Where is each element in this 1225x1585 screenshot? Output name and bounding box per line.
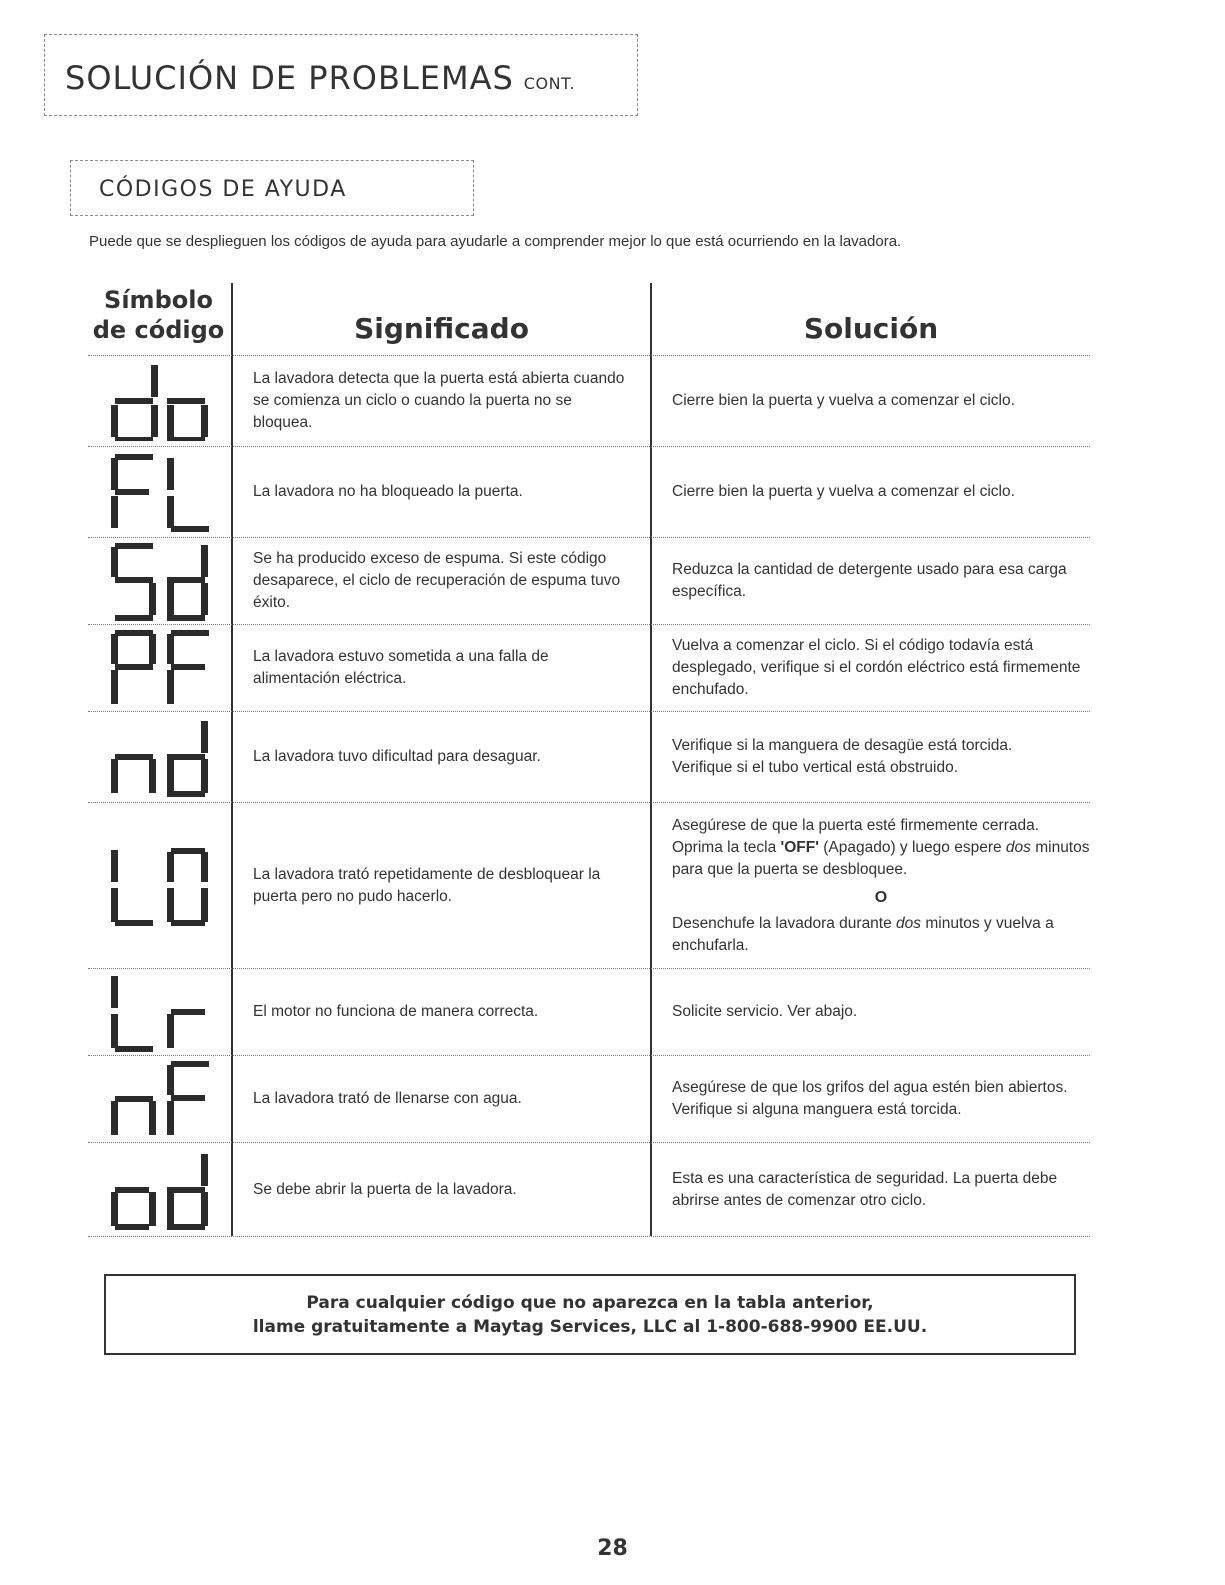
solution-b2: dos <box>896 914 922 932</box>
code-symbol-lo-icon <box>88 803 231 968</box>
meaning-text: El motor no funciona de manera correcta. <box>253 1003 539 1020</box>
page-title <box>65 59 575 97</box>
page-number: 28 <box>597 1536 628 1561</box>
solution-line: Vuelva a comenzar el ciclo. Si el código todavía está desplegado, verifique si el cordón eléctrico está firmemente enchufado. <box>672 637 1081 698</box>
header-meaning: Significado <box>354 312 529 345</box>
meaning-text: La lavadora trató repetidamente de desbloquear la puerta pero no pudo hacerlo. <box>253 865 601 905</box>
solution-a4: minutos para que la puerta se desbloquee. <box>672 838 1090 878</box>
service-note-line-1: Para cualquier código que no aparezca en la tabla anterior, <box>306 1293 874 1313</box>
meaning-text: La lavadora tuvo dificultad para desaguar. <box>253 748 541 765</box>
solution-b1: Desenchufe la lavadora durante <box>672 914 897 932</box>
meaning-text: Se ha producido exceso de espuma. Si este código desaparece, el ciclo de recuperación de espuma tuvo éxito. <box>253 550 621 611</box>
page-title-box <box>44 34 638 116</box>
solution-line: Reduzca la cantidad de detergente usado para esa carga específica. <box>672 561 1067 600</box>
solution-text <box>672 803 1090 968</box>
meaning-text: La lavadora estuvo sometida a una falla de alimentación eléctrica. <box>253 648 549 687</box>
solution-a1: Asegúrese de que la puerta esté firmemente cerrada. Oprima la tecla <box>672 816 1040 856</box>
solution-text <box>672 1056 1090 1142</box>
page-title-text: SOLUCIÓN DE PROBLEMAS <box>65 59 514 97</box>
service-note-box <box>104 1274 1076 1355</box>
table-row <box>88 712 1090 802</box>
code-symbol-nd-icon <box>88 712 231 802</box>
solution-option-b <box>672 913 1090 957</box>
solution-line: Verifique si alguna manguera está torcida. <box>672 1101 962 1118</box>
code-symbol-fl-icon <box>88 447 231 537</box>
solution-text <box>672 447 1090 537</box>
meaning-text: La lavadora detecta que la puerta está abierta cuando se comienza un ciclo o cuando la puerta no se bloquea. <box>253 370 625 431</box>
intro-text: Puede que se desplieguen los códigos de ayuda para ayudarle a comprender mejor lo que está ocurriendo en la lavadora. <box>89 233 902 250</box>
off-key-label: 'OFF' <box>780 838 819 856</box>
code-symbol-pf-icon <box>88 625 231 711</box>
table-row <box>88 969 1090 1055</box>
solution-line: Cierre bien la puerta y vuelva a comenzar el ciclo. <box>672 392 1015 409</box>
solution-line: Cierre bien la puerta y vuelva a comenzar el ciclo. <box>672 483 1015 500</box>
meaning-text: La lavadora no ha bloqueado la puerta. <box>253 483 523 500</box>
table-row <box>88 625 1090 711</box>
section-title-box <box>70 160 474 216</box>
header-solution: Solución <box>803 312 939 345</box>
code-symbol-nf-icon <box>88 1056 231 1142</box>
table-row <box>88 538 1090 624</box>
table-row <box>88 447 1090 537</box>
table-row <box>88 1143 1090 1236</box>
code-symbol-db-icon <box>88 356 231 446</box>
solution-a2: (Apagado) y luego espere <box>818 838 1006 856</box>
solution-b3: minutos y vuelva a enchufarla. <box>672 914 1054 954</box>
code-symbol-lr-icon <box>88 969 231 1055</box>
code-symbol-od-icon <box>88 1143 231 1236</box>
solution-line: Verifique si el tubo vertical está obstruido. <box>672 759 959 776</box>
solution-text <box>672 538 1090 624</box>
solution-text <box>672 1143 1090 1236</box>
solution-line: Asegúrese de que los grifos del agua estén bien abiertos. <box>672 1079 1068 1096</box>
table-row <box>88 1056 1090 1142</box>
solution-text <box>672 625 1090 711</box>
service-note-line-2: llame gratuitamente a Maytag Services, LLC al 1-800-688-9900 EE.UU. <box>252 1317 928 1337</box>
code-symbol-sd-icon <box>88 538 231 624</box>
table-row <box>88 803 1090 968</box>
solution-or: O <box>874 888 888 906</box>
solution-text <box>672 712 1090 802</box>
solution-line: Verifique si la manguera de desagüe está torcida. <box>672 737 1013 754</box>
solution-line: Esta es una característica de seguridad. La puerta debe abrirse antes de comenzar otro ciclo. <box>672 1169 1058 1209</box>
solution-text <box>672 969 1090 1055</box>
solution-a3: dos <box>1005 838 1031 856</box>
solution-option-a <box>672 815 1090 881</box>
row-divider <box>88 1236 1090 1237</box>
solution-line: Solicite servicio. Ver abajo. <box>672 1003 858 1020</box>
meaning-text: Se debe abrir la puerta de la lavadora. <box>253 1180 517 1198</box>
header-code-symbol: Símbolo de código <box>92 286 225 344</box>
meaning-text: La lavadora trató de llenarse con agua. <box>253 1090 522 1107</box>
section-title: CÓDIGOS DE AYUDA <box>99 177 347 202</box>
page-title-suffix: CONT. <box>523 74 575 93</box>
solution-text <box>672 356 1090 446</box>
table-row <box>88 356 1090 446</box>
